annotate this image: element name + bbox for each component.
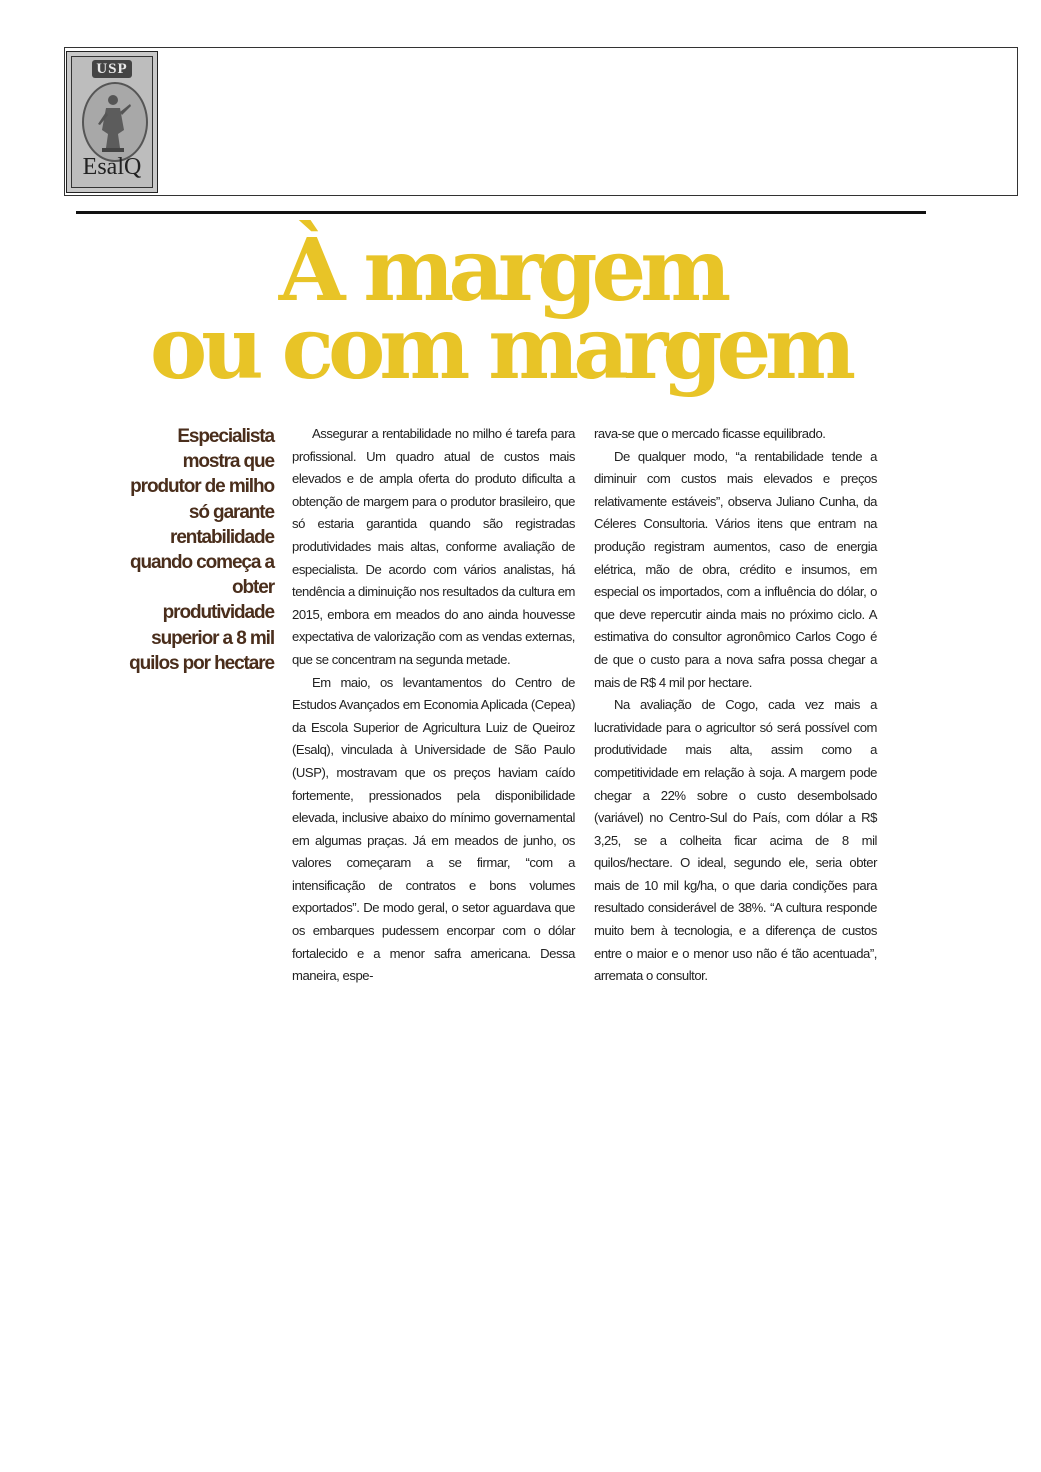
- top-rule-divider: [76, 211, 926, 214]
- usp-esalq-logo: [66, 51, 158, 193]
- header-box: [64, 47, 1018, 196]
- paragraph: Em maio, os levantamentos do Centro de Estudos Avançados em Economia Aplicada (Cepea) da Escola Superior de Agricultura Luiz de Queiroz (Esalq), vinculada à Universidade de São Paulo (USP), mostravam que os preços haviam caído fortemente, pressionados pela disponibilidade elevada, inclusive abaixo do mínimo governamental em algumas praças. Já em meados de junho, os valores começaram a se firmar, “com a intensificação de contratos e bons volumes exportados”. De modo geral, o setor aguardava que os embarques pudessem encorpar com o dólar fortalecido e a menor safra americana. Dessa maneira, espe-: [292, 674, 575, 984]
- paragraph: Na avaliação de Cogo, cada vez mais a lucratividade para o agricultor só será possível com produtividade mais alta, assim como a competitividade em relação à soja. A margem pode chegar a 22% sobre o custo desembolsado (variável) no Centro-Sul do País, com dólar a R$ 3,25, se a colheita ficar acima de 8 mil quilos/hectare. O ideal, segundo ele, seria obter mais de 10 mil kg/ha, o que daria condições para resultado considerável de 38%. “A cultura responde muito bem à tecnologia, e a diferença de custos entre o maior e o menor uso não é tão acentuada”, arremata o consultor.: [594, 697, 877, 984]
- logo-esalq-text: EsalQ: [82, 154, 142, 180]
- article-column-2: [594, 423, 877, 988]
- headline-line-2: ou com margem: [149, 298, 851, 399]
- logo-usp-text: USP: [92, 60, 132, 78]
- logo-frame: [71, 56, 153, 188]
- paragraph-continuation: rava-se que o mercado ficasse equilibrado.: [594, 426, 826, 441]
- statue-figure-icon: [84, 84, 142, 156]
- paragraph: De qualquer modo, “a rentabilidade tende a diminuir com custos mais elevados e preços relativamente estáveis”, observa Juliano Cunha, da Céleres Consultoria. Vários itens que entram na produção registram aumentos, caso de energia elétrica, mão de obra, crédito e insumos, em especial os importados, com a influência do dólar, o que deve repercutir ainda mais no próximo ciclo. A estimativa do consultor agronômico Carlos Cogo é de que o custo para a nova safra possa chegar a mais de R$ 4 mil por hectare.: [594, 448, 877, 690]
- headline-line-1: À margem: [278, 220, 726, 321]
- article-column-1: [292, 423, 575, 988]
- headline: [0, 220, 1000, 399]
- deck-subheading: Especialista mostra que produtor de milho só garante rentabilidade quando começa a obter produtividade superior a 8 mil quilos por hectare: [129, 426, 274, 674]
- paragraph: Assegurar a rentabilidade no milho é tarefa para profissional. Um quadro atual de custos mais elevados e de ampla oferta do produto dificulta a obtenção de margem para o produtor brasileiro, que só estaria garantida quando são registradas produtividades mais altas, conforme avaliação de especialista. De acordo com vários analistas, há tendência a diminuição nos resultados da cultura em 2015, embora em meados do ano ainda houvesse expectativa de valorização com as vendas externas, que se concentram na segunda metade.: [292, 426, 575, 667]
